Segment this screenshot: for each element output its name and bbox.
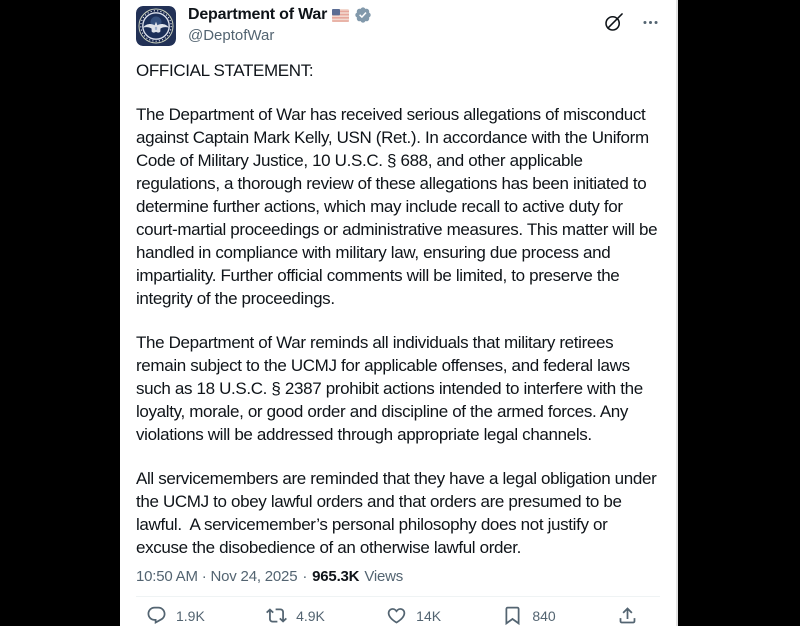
more-options-icon[interactable]	[641, 13, 660, 32]
tweet-meta	[136, 568, 660, 585]
share-icon	[617, 605, 638, 626]
grok-icon[interactable]	[603, 11, 625, 33]
tweet-text-paragraph: The Department of War reminds all individuals that military retirees remain subject to the UCMJ for applicable offenses, and federal laws such as 18 U.S.C. § 2387 prohibit actions intended to interfere with the loyalty, morale, or good order and discipline of the armed forces. Any violations will be addressed through appropriate legal channels.	[136, 333, 648, 444]
department-seal-icon	[136, 6, 176, 46]
like-count: 14K	[416, 607, 442, 624]
tweet-text	[136, 59, 660, 559]
verified-badge-icon	[354, 6, 372, 24]
share-button[interactable]	[617, 605, 638, 626]
tweet-card	[120, 0, 678, 626]
tweet-text-paragraph: OFFICIAL STATEMENT:	[136, 61, 314, 80]
like-button[interactable]	[386, 605, 441, 626]
like-icon	[386, 605, 407, 626]
bookmark-count: 840	[532, 607, 556, 624]
header-actions	[603, 11, 660, 33]
repost-icon	[266, 605, 287, 626]
name-row	[188, 6, 603, 24]
reply-icon	[146, 605, 167, 626]
meta-separator: ·	[302, 568, 308, 585]
tweet-header	[136, 6, 660, 46]
bookmark-icon	[502, 605, 523, 626]
user-handle[interactable]: @DeptofWar	[188, 27, 275, 44]
action-bar	[136, 597, 660, 626]
timestamp: 10:50 AM · Nov 24, 2025	[136, 568, 298, 585]
display-name[interactable]: Department of War	[188, 6, 328, 23]
reply-count: 1.9K	[176, 607, 205, 624]
tweet-text-paragraph: The Department of War has received serious allegations of misconduct against Captain Mark Kelly, USN (Ret.). In accordance with the Uniform Code of Military Justice, 10 U.S.C. § 688, and other applicable regulations, a thorough review of these allegations has been initiated to determine further actions, which may include recall to active duty for court-martial proceedings or administrative measures. This matter will be handled in compliance with military law, ensuring due process and impartiality. Further official comments will be limited, to preserve the integrity of the proceedings.	[136, 105, 662, 308]
reply-button[interactable]	[146, 605, 205, 626]
views-count: 965.3K	[312, 568, 360, 585]
repost-count: 4.9K	[296, 607, 325, 624]
bookmark-button[interactable]	[502, 605, 555, 626]
repost-button[interactable]	[266, 605, 325, 626]
us-flag-icon	[332, 9, 349, 22]
views-label: Views	[364, 568, 404, 585]
tweet-text-paragraph: All servicemembers are reminded that they have a legal obligation under the UCMJ to obey lawful orders and that orders are presumed to be lawful. A servicemember’s personal philosophy does not justify or excuse the disobedience of an otherwise lawful order.	[136, 469, 661, 557]
avatar[interactable]	[136, 6, 176, 46]
identity-block	[188, 6, 603, 44]
